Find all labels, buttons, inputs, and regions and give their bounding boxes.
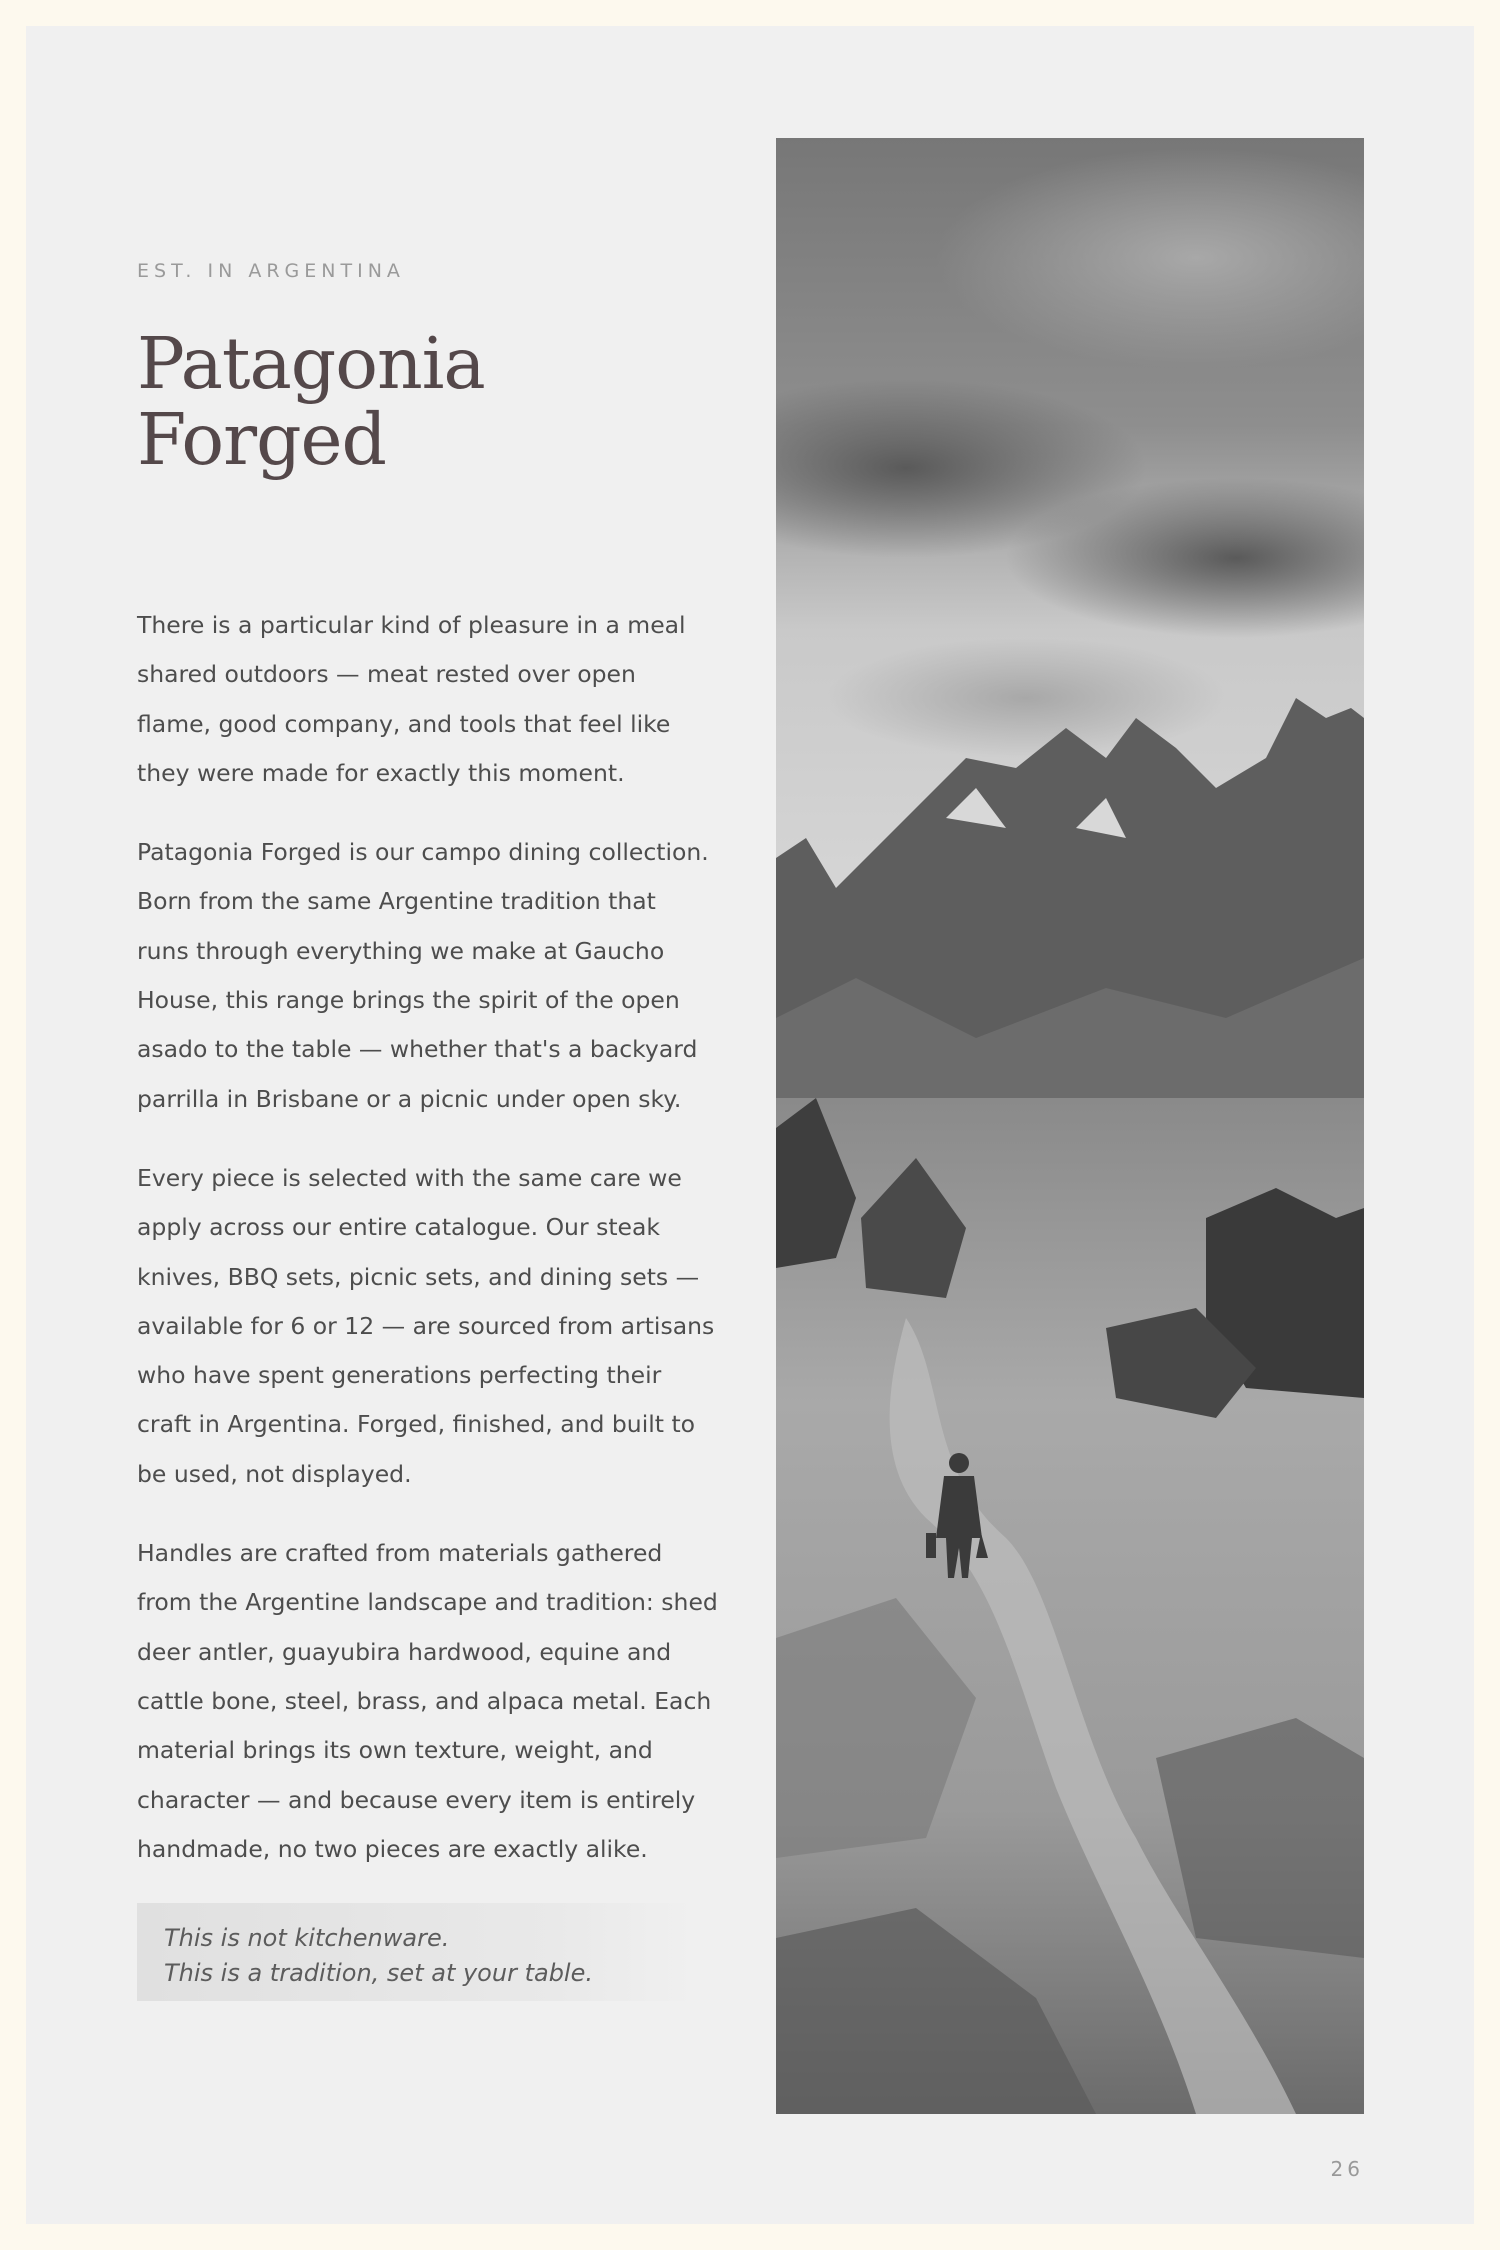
- catalogue-page: [26, 26, 1474, 2224]
- paragraph-materials: [137, 1529, 737, 1874]
- text-line: Every piece is selected with the same care we: [137, 1163, 682, 1192]
- text-line: House, this range brings the spirit of the open: [137, 986, 680, 1015]
- page-number: 26: [1330, 2157, 1364, 2181]
- quote-line-1: This is not kitchenware.: [164, 1924, 450, 1952]
- paragraph-collection: [137, 828, 737, 1124]
- paragraph-intro: [137, 601, 737, 798]
- eyebrow-label: EST. IN ARGENTINA: [137, 260, 405, 282]
- text-line: Born from the same Argentine tradition that: [137, 887, 656, 916]
- text-line: be used, not displayed.: [137, 1459, 412, 1488]
- text-line: available for 6 or 12 — are sourced from artisans: [137, 1311, 715, 1340]
- text-line: asado to the table — whether that's a backyard: [137, 1035, 698, 1064]
- text-line: knives, BBQ sets, picnic sets, and dining sets —: [137, 1262, 700, 1291]
- body-text: [137, 601, 737, 1904]
- text-line: Handles are crafted from materials gathered: [137, 1539, 663, 1568]
- text-line: Patagonia Forged is our campo dining collection.: [137, 838, 709, 867]
- landscape-illustration: [776, 138, 1364, 2114]
- text-line: from the Argentine landscape and tradition: shed: [137, 1588, 718, 1617]
- title-line-1: Patagonia: [137, 322, 485, 405]
- text-line: runs through everything we make at Gaucho: [137, 936, 665, 965]
- text-line: parrilla in Brisbane or a picnic under open sky.: [137, 1084, 682, 1113]
- text-line: handmade, no two pieces are exactly alike.: [137, 1834, 648, 1863]
- text-line: they were made for exactly this moment.: [137, 758, 625, 787]
- text-line: who have spent generations perfecting their: [137, 1361, 662, 1390]
- text-line: craft in Argentina. Forged, finished, and built to: [137, 1410, 696, 1439]
- text-line: flame, good company, and tools that feel like: [137, 709, 671, 738]
- title-line-2: Forged: [137, 398, 386, 481]
- pull-quote: [137, 1903, 697, 2001]
- page-title: [137, 322, 485, 481]
- text-line: material brings its own texture, weight, and: [137, 1736, 653, 1765]
- text-line: shared outdoors — meat rested over open: [137, 660, 636, 689]
- text-line: cattle bone, steel, brass, and alpaca metal. Each: [137, 1686, 712, 1715]
- text-line: character — and because every item is entirely: [137, 1785, 696, 1814]
- landscape-photo: [776, 138, 1364, 2114]
- quote-line-2: This is a tradition, set at your table.: [164, 1959, 593, 1987]
- paragraph-craft: [137, 1154, 737, 1499]
- text-line: apply across our entire catalogue. Our steak: [137, 1213, 661, 1242]
- text-line: There is a particular kind of pleasure in a meal: [137, 611, 686, 639]
- text-line: deer antler, guayubira hardwood, equine and: [137, 1637, 672, 1666]
